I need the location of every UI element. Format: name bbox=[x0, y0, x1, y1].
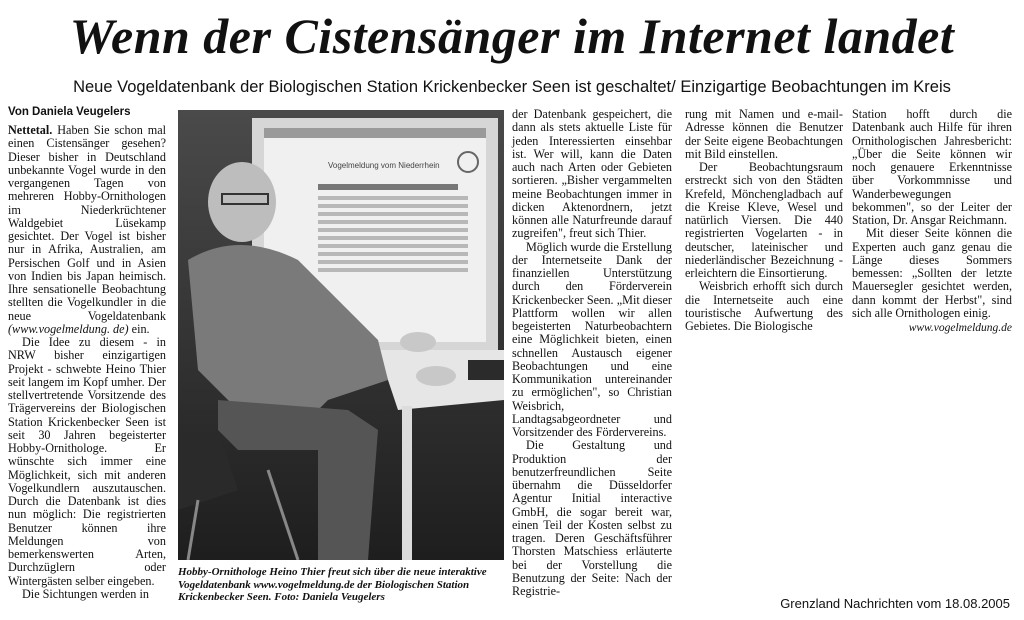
photo-illustration bbox=[178, 110, 504, 560]
paragraph-text: ein. bbox=[128, 321, 150, 336]
article-column-3 bbox=[685, 108, 843, 333]
paragraph-text: Haben Sie schon mal einen Cistensänger gesehen? Dieser bisher in Deutschland unbekannte Vogel wurde in den vergangenen Tagen von mehreren Hobby-Ornithologen im Niederkrüchtener Waldgebiet Lüsekamp gesichtet. Der Vogel ist bisher nur in Afrika, Australien, am Persischen Golf und in Asien von Indien bis Japan heimisch. Ihre sensationelle Beobachtung stellten die Vogelkundler in die neue Vogeldatenbank bbox=[8, 123, 167, 323]
paragraph: Weisbrich erhofft sich durch die Internetseite auch eine touristische Aufwertung des Gebietes. Die Biologische bbox=[685, 279, 843, 333]
paragraph bbox=[8, 124, 166, 336]
article-column-1 bbox=[8, 124, 166, 601]
paragraph: Der Beobachtungsraum erstreckt sich von den Städten Krefeld, Mönchengladbach auf die Kreise Kleve, Wesel und natürlich Viersen. Die 440 registrierten Vogelarten - in deutscher, lateinischer und niederländischer Bezeichnung - erleichtern die Einsortierung. bbox=[685, 160, 843, 280]
website-url: www.vogelmeldung.de bbox=[908, 322, 1012, 334]
screen-title: Vogelmeldung vom Niederrhein bbox=[328, 161, 440, 170]
caption-text: Hobby-Ornithologe Heino Thier freut sich über die neue interaktive Vogeldatenbank www.vogelmeldung.de der Biologischen Station Krickenbecker Seen. bbox=[178, 566, 487, 603]
person-head bbox=[208, 162, 276, 242]
paragraph: Die Sichtungen werden in bbox=[22, 586, 149, 601]
inline-url: (www.vogelmeldung. de) bbox=[8, 321, 129, 336]
paragraph: Die Gestaltung und Produktion der benutzerfreundlichen Seite übernahm die Düsseldorfer Agentur Initial interactive GmbH, die sogar bereit war, einen Teil der Kosten selbst zu tragen. Deren Geschäftsführer Thorsten Matschiess erläuterte bei der Vorstellung die Benutzung der Seite: Nach der Registrie- bbox=[512, 438, 672, 598]
paragraph: Station hofft durch die Datenbank auch Hilfe für ihren Ornithologischen Jahresbericht: „Über die Seite können wir noch genauere Erkenntnisse über Vorkommnisse und Wanderbewegungen bekommen", so der Leiter der Station, Dr. Ansgar Reichmann. bbox=[852, 107, 1012, 227]
subheadline: Neue Vogeldatenbank der Biologischen Station Krickenbecker Seen ist geschaltet/ Einzigartige Beobachtungen im Kreis bbox=[73, 78, 951, 96]
paragraph: Mit dieser Seite können die Experten auch ganz genau die Länge dieses Sommers bemessen: „Sollten der letzte Mauersegler gesichtet werden, dann kommt der Herbst", sind sich alle Ornithologen einig. bbox=[852, 226, 1012, 320]
paragraph: Die Idee zu diesem - in NRW bisher einzigartigen Projekt - schwebte Heino Thier seit langem im Kopf umher. Der stellvertretende Vorsitzende des Trägervereins der Biologischen Station Krickenbecker Seen ist seit 30 Jahren begeisterter Hobby-Ornithologe. Er wünschte sich immer eine Möglichkeit, sich mit anderen Vogelkundlern auszutauschen. Durch die Datenbank ist dies nun möglich: Die registrierten Benutzer können ihre Meldungen von bemerkenswerten Arten, Durchzüglern oder Wintergästen selber eingeben. bbox=[8, 335, 166, 588]
byline: Von Daniela Veugelers bbox=[8, 106, 131, 118]
article-column-4 bbox=[852, 108, 1012, 335]
dateline: Nettetal. bbox=[8, 123, 53, 137]
paragraph: Möglich wurde die Erstellung der Internetseite Dank der finanziellen Unterstützung durch den Förderverein Krickenbecker Seen. „Mit dieser Plattform wollen wir allen begeisterten Naturbeobachtern eine Möglichkeit bieten, einen schnellen Austausch eigener Beobachtungen und eine Kommunikation untereinander zu ermöglichen", so Christian Weisbrich, Landtagsabgeordneter und Vorsitzender des Fördervereins. bbox=[512, 239, 672, 439]
photo-credit: Foto: Daniela Veugelers bbox=[274, 591, 385, 603]
headline: Wenn der Cistensänger im Internet landet bbox=[69, 8, 955, 64]
article-column-2 bbox=[512, 108, 672, 598]
paragraph: rung mit Namen und e-mail-Adresse können die Benutzer der Seite eigene Beobachtungen mit Bild einstellen. bbox=[685, 107, 843, 161]
photo bbox=[178, 110, 504, 560]
paragraph: der Datenbank gespeichert, die dann als stets aktuelle Liste für jeden Interessierten einsehbar ist. Wer will, kann die Daten auch nach Arten oder Gebieten sortieren. „Bisher vergammelten meine Beobachtungen immer in dicken Aktenordnern, jetzt können alle Naturfreunde darauf zugreifen", freut sich Thier. bbox=[512, 107, 672, 241]
source-line: Grenzland Nachrichten vom 18.08.2005 bbox=[780, 596, 1010, 611]
photo-caption bbox=[178, 566, 504, 604]
